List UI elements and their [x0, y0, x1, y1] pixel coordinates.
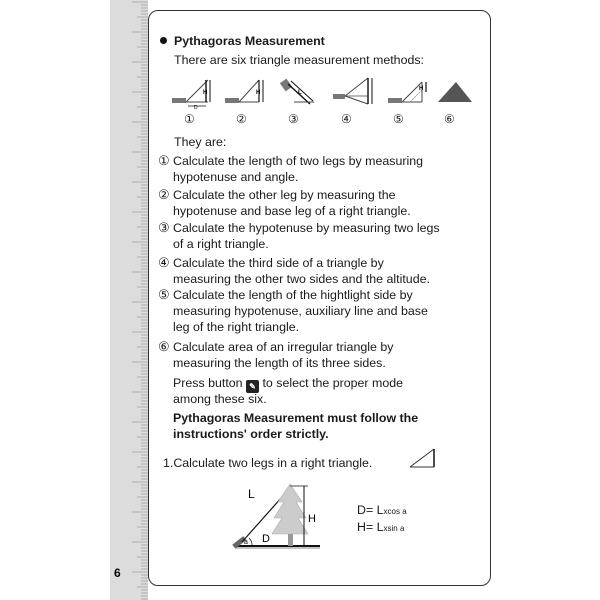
press-button-post: to select the proper mode	[262, 376, 403, 390]
step-1-text: 1.Calculate two legs in a right triangle.	[163, 456, 373, 470]
mode-label-1: ①	[184, 112, 195, 126]
must-follow-line-2: instructions' order strictly.	[173, 427, 329, 441]
figure-label-h: H	[308, 513, 316, 525]
section-heading: Pythagoras Measurement	[174, 34, 325, 48]
method-3-line-2: of a right triangle.	[173, 237, 269, 251]
method-4-line-1: Calculate the third side of a triangle by	[173, 256, 384, 270]
method-4-line-2: measuring the other two sides and the altitude.	[173, 272, 430, 286]
mode-label-6: ⑥	[444, 112, 455, 126]
formula-h: H= Lxsin a	[357, 520, 405, 534]
method-2-number: ②	[158, 187, 170, 202]
press-button-pre: Press button	[173, 376, 243, 390]
method-2-line-1: Calculate the other leg by measuring the	[173, 188, 396, 202]
mode-button-icon: ✎	[246, 380, 259, 393]
mode-label-2: ②	[236, 112, 247, 126]
method-6-number: ⑥	[158, 339, 170, 354]
method-3-line-1: Calculate the hypotenuse by measuring two legs	[173, 221, 440, 235]
mode-4-icon	[333, 78, 372, 104]
mode-icons-row	[170, 74, 480, 110]
must-follow-line-1: Pythagoras Measurement must follow the	[173, 411, 419, 425]
ruler-ticks	[110, 0, 148, 600]
method-3-number: ③	[158, 220, 170, 235]
ruler-strip	[110, 0, 148, 600]
mode-6-icon	[438, 82, 472, 102]
svg-text:H: H	[203, 90, 208, 96]
svg-text:H: H	[256, 90, 261, 96]
step-1-triangle-icon	[408, 447, 438, 469]
bullet-dot	[160, 37, 167, 44]
mode-label-4: ④	[341, 112, 352, 126]
method-2-line-2: hypotenuse and base leg of a right triangle.	[173, 204, 411, 218]
tree-measurement-figure	[228, 480, 324, 552]
method-1-line-2: hypotenuse and angle.	[173, 170, 299, 184]
svg-text:H: H	[419, 86, 424, 92]
figure-label-l: L	[248, 487, 255, 501]
svg-text:L: L	[298, 90, 302, 96]
mode-3-icon	[280, 79, 314, 104]
formula-d: D= Lxcos a	[357, 503, 407, 517]
mode-5-icon	[388, 82, 426, 103]
page-number: 6	[114, 566, 121, 580]
mode-label-5: ⑤	[393, 112, 404, 126]
method-1-number: ①	[158, 153, 170, 168]
method-1-line-1: Calculate the length of two legs by measuring	[173, 154, 424, 168]
method-5-number: ⑤	[158, 287, 170, 302]
method-4-number: ④	[158, 255, 170, 270]
method-5-line-1: Calculate the length of the hightlight side by	[173, 288, 413, 302]
figure-label-angle: a	[244, 539, 248, 546]
mode-1-icon	[172, 80, 210, 110]
mode-2-icon	[225, 80, 263, 103]
mode-label-3: ③	[288, 112, 299, 126]
method-5-line-3: leg of the right triangle.	[173, 320, 300, 334]
method-5-line-2: measuring hypotenuse, auxiliary line and base	[173, 304, 428, 318]
figure-label-d: D	[262, 533, 270, 545]
method-6-line-1: Calculate area of an irregular triangle by	[173, 340, 394, 354]
intro-text: There are six triangle measurement methods:	[174, 53, 424, 67]
svg-text:D: D	[194, 105, 198, 110]
they-are-label: They are:	[174, 135, 227, 149]
tree-icon	[272, 484, 308, 546]
among-six-text: among these six.	[173, 392, 267, 406]
method-6-line-2: measuring the length of its three sides.	[173, 356, 386, 370]
